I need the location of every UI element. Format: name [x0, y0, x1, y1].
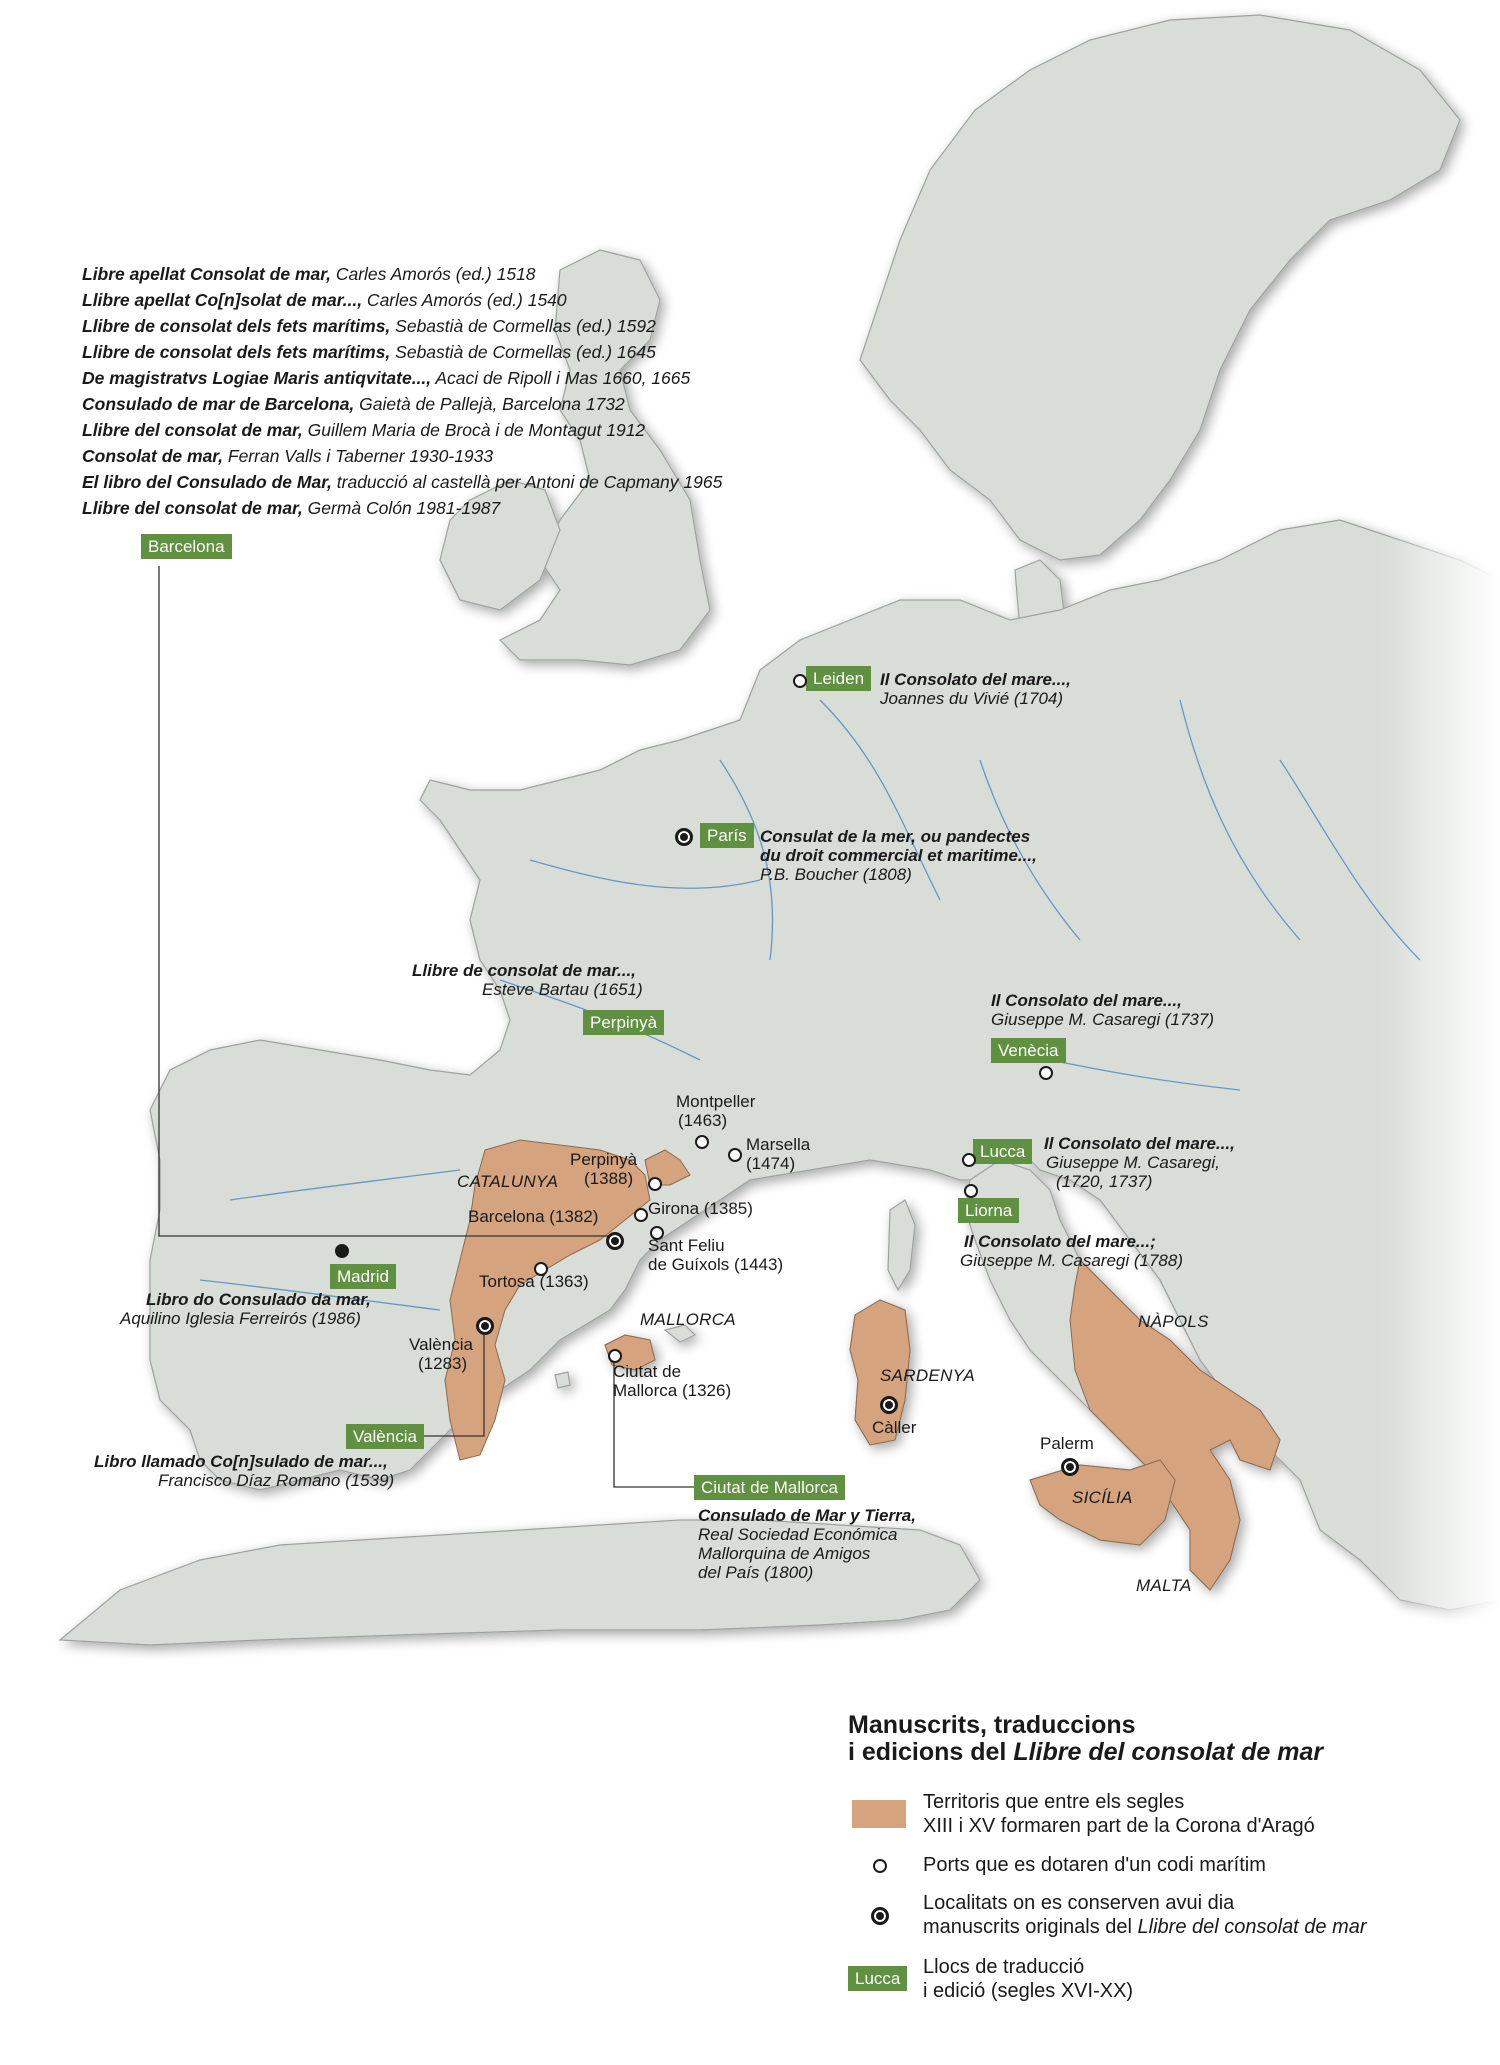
lucca-edition-author: Giuseppe M. Casaregi,: [1046, 1153, 1220, 1172]
region-sicilia: SICÍLIA: [1072, 1488, 1133, 1507]
legend-box-sample: Lucca: [848, 1966, 907, 1991]
legend-ports-text: Ports que es dotaren d'un codi marítim: [923, 1854, 1266, 1876]
legend-aragon-text: Territoris que entre els segles XIII i XV formaren part de la Corona d'Aragó: [923, 1791, 1315, 1837]
place-ciutat-2: Mallorca (1326): [613, 1381, 732, 1400]
mallorca-edition-author-3: del País (1800): [698, 1563, 814, 1582]
edition-entry: El libro del Consulado de Mar, traducció al castellà per Antoni de Capmany 1965: [82, 472, 723, 492]
venecia-edition-title: Il Consolato del mare...,: [991, 991, 1182, 1010]
place-girona: Girona (1385): [648, 1199, 753, 1218]
box-liorna: Liorna: [958, 1198, 1019, 1223]
manuscript-dot-valencia: [476, 1317, 494, 1335]
legend-manuscript-dot: [871, 1907, 889, 1925]
legend-title-line-2: i edicions del Llibre del consolat de mar: [848, 1738, 1324, 1766]
place-ciutat-1: Ciutat de: [613, 1362, 682, 1381]
legend-title-line-1: Manuscrits, traduccions: [848, 1711, 1136, 1739]
leiden-edition-title: Il Consolato del mare...,: [880, 670, 1071, 689]
edition-entry: Llibre de consolat dels fets marítims, Sebastià de Cormellas (ed.) 1645: [82, 342, 656, 362]
edition-entry: Consolat de mar, Ferran Valls i Taberner 1930-1933: [82, 446, 494, 466]
valencia-edition-author: Francisco Díaz Romano (1539): [158, 1471, 395, 1490]
legend-aragon-swatch: [852, 1800, 906, 1828]
port-dot-marsella: [728, 1148, 742, 1162]
box-paris: París: [700, 823, 754, 848]
box-leiden: Leiden: [806, 666, 871, 691]
perpinya-edition-author: Esteve Bartau (1651): [482, 980, 643, 999]
edition-entry: Llibre apellat Co[n]solat de mar..., Carles Amorós (ed.) 1540: [82, 290, 567, 310]
region-sardenya: SARDENYA: [880, 1366, 975, 1385]
paris-edition-author: P.B. Boucher (1808): [760, 865, 912, 884]
place-montpeller: Montpeller: [676, 1092, 756, 1111]
paris-edition-title-1: Consulat de la mer, ou pandectes: [760, 827, 1031, 846]
edition-entry: Llibre del consolat de mar, Guillem Maria de Brocà i de Montagut 1912: [82, 420, 646, 440]
edition-entry: Llibre de consolat dels fets marítims, Sebastià de Cormellas (ed.) 1592: [82, 316, 656, 336]
place-perpinya: Perpinyà: [570, 1150, 638, 1169]
place-barcelona: Barcelona (1382): [468, 1207, 599, 1226]
mallorca-edition-title: Consulado de Mar y Tierra,: [698, 1506, 916, 1525]
venecia-edition-author: Giuseppe M. Casaregi (1737): [991, 1010, 1215, 1029]
mallorca-edition-author-1: Real Sociedad Económica: [698, 1525, 898, 1544]
paris-edition-title-2: du droit commercial et maritime...,: [760, 846, 1037, 865]
perpinya-edition-title: Llibre de consolat de mar...,: [412, 961, 636, 980]
edition-entry: Libre apellat Consolat de mar, Carles Amorós (ed.) 1518: [82, 264, 536, 284]
lucca-edition-years: (1720, 1737): [1056, 1172, 1153, 1191]
place-valencia-year: (1283): [418, 1354, 468, 1373]
box-venecia: Venècia: [991, 1038, 1066, 1063]
box-lucca: Lucca: [973, 1139, 1032, 1164]
manuscript-dot-caller: [880, 1396, 898, 1414]
edition-entry: Consulado de mar de Barcelona, Gaietà de Pallejà, Barcelona 1732: [82, 394, 625, 414]
port-dot-perpinya: [648, 1177, 662, 1191]
manuscript-dot-paris: [675, 828, 693, 846]
mallorca-edition-author-2: Mallorquina de Amigos: [698, 1544, 871, 1563]
place-montpeller-year: (1463): [678, 1111, 728, 1130]
madrid-edition-author: Aquilino Iglesia Ferreirós (1986): [120, 1309, 361, 1328]
box-madrid: Madrid: [330, 1264, 396, 1289]
place-santfeliu-2: de Guíxols (1443): [648, 1255, 784, 1274]
place-tortosa: Tortosa (1363): [479, 1272, 589, 1291]
port-dot-madrid: [335, 1244, 349, 1258]
box-perpinya: Perpinyà: [583, 1010, 664, 1035]
port-dot-ciutat-mallorca: [608, 1349, 622, 1363]
manuscript-dot-palerm: [1061, 1458, 1079, 1476]
valencia-edition-title: Libro llamado Co[n]sulado de mar...,: [94, 1452, 388, 1471]
port-dot-girona: [634, 1208, 648, 1222]
port-dot-leiden: [793, 674, 807, 688]
edition-entry: Llibre del consolat de mar, Germà Colón 1981-1987: [82, 498, 501, 518]
place-valencia: València: [409, 1335, 473, 1354]
lucca-edition-title: Il Consolato del mare...,: [1044, 1134, 1235, 1153]
region-mallorca: MALLORCA: [640, 1310, 736, 1329]
place-perpinya-year: (1388): [584, 1169, 634, 1188]
manuscript-dot-barcelona: [606, 1232, 624, 1250]
port-dot-liorna: [964, 1184, 978, 1198]
place-palerm: Palerm: [1040, 1434, 1094, 1453]
leiden-edition-author: Joannes du Vivié (1704): [880, 689, 1064, 708]
liorna-edition-title: Il Consolato del mare...;: [964, 1232, 1156, 1251]
box-ciutat-mallorca: Ciutat de Mallorca: [694, 1475, 845, 1500]
region-napols: NÀPOLS: [1138, 1312, 1209, 1331]
place-marsella: Marsella: [746, 1135, 811, 1154]
legend-places-text: Llocs de traducció i edició (segles XVI-XX): [923, 1956, 1134, 2002]
region-catalunya: CATALUNYA: [457, 1172, 559, 1191]
port-dot-montpeller: [695, 1135, 709, 1149]
legend-title: [848, 1712, 1408, 1766]
place-marsella-year: (1474): [746, 1154, 796, 1173]
legend-manuscripts-text: Localitats on es conserven avui dia manuscrits originals del Llibre del consolat de mar: [923, 1892, 1367, 1938]
madrid-edition-title: Libro do Consulado da mar,: [146, 1290, 371, 1309]
box-barcelona: Barcelona: [141, 534, 232, 559]
place-caller: Càller: [872, 1418, 917, 1437]
legend-port-dot: [873, 1859, 887, 1873]
edition-entry: De magistratvs Logiae Maris antiqvitate..., Acaci de Ripoll i Mas 1660, 1665: [82, 368, 691, 388]
place-santfeliu-1: Sant Feliu: [648, 1236, 725, 1255]
region-malta: MALTA: [1136, 1576, 1192, 1595]
port-dot-venecia: [1039, 1066, 1053, 1080]
box-valencia: València: [346, 1424, 424, 1449]
port-dot-lucca: [962, 1153, 976, 1167]
liorna-edition-author: Giuseppe M. Casaregi (1788): [960, 1251, 1184, 1270]
